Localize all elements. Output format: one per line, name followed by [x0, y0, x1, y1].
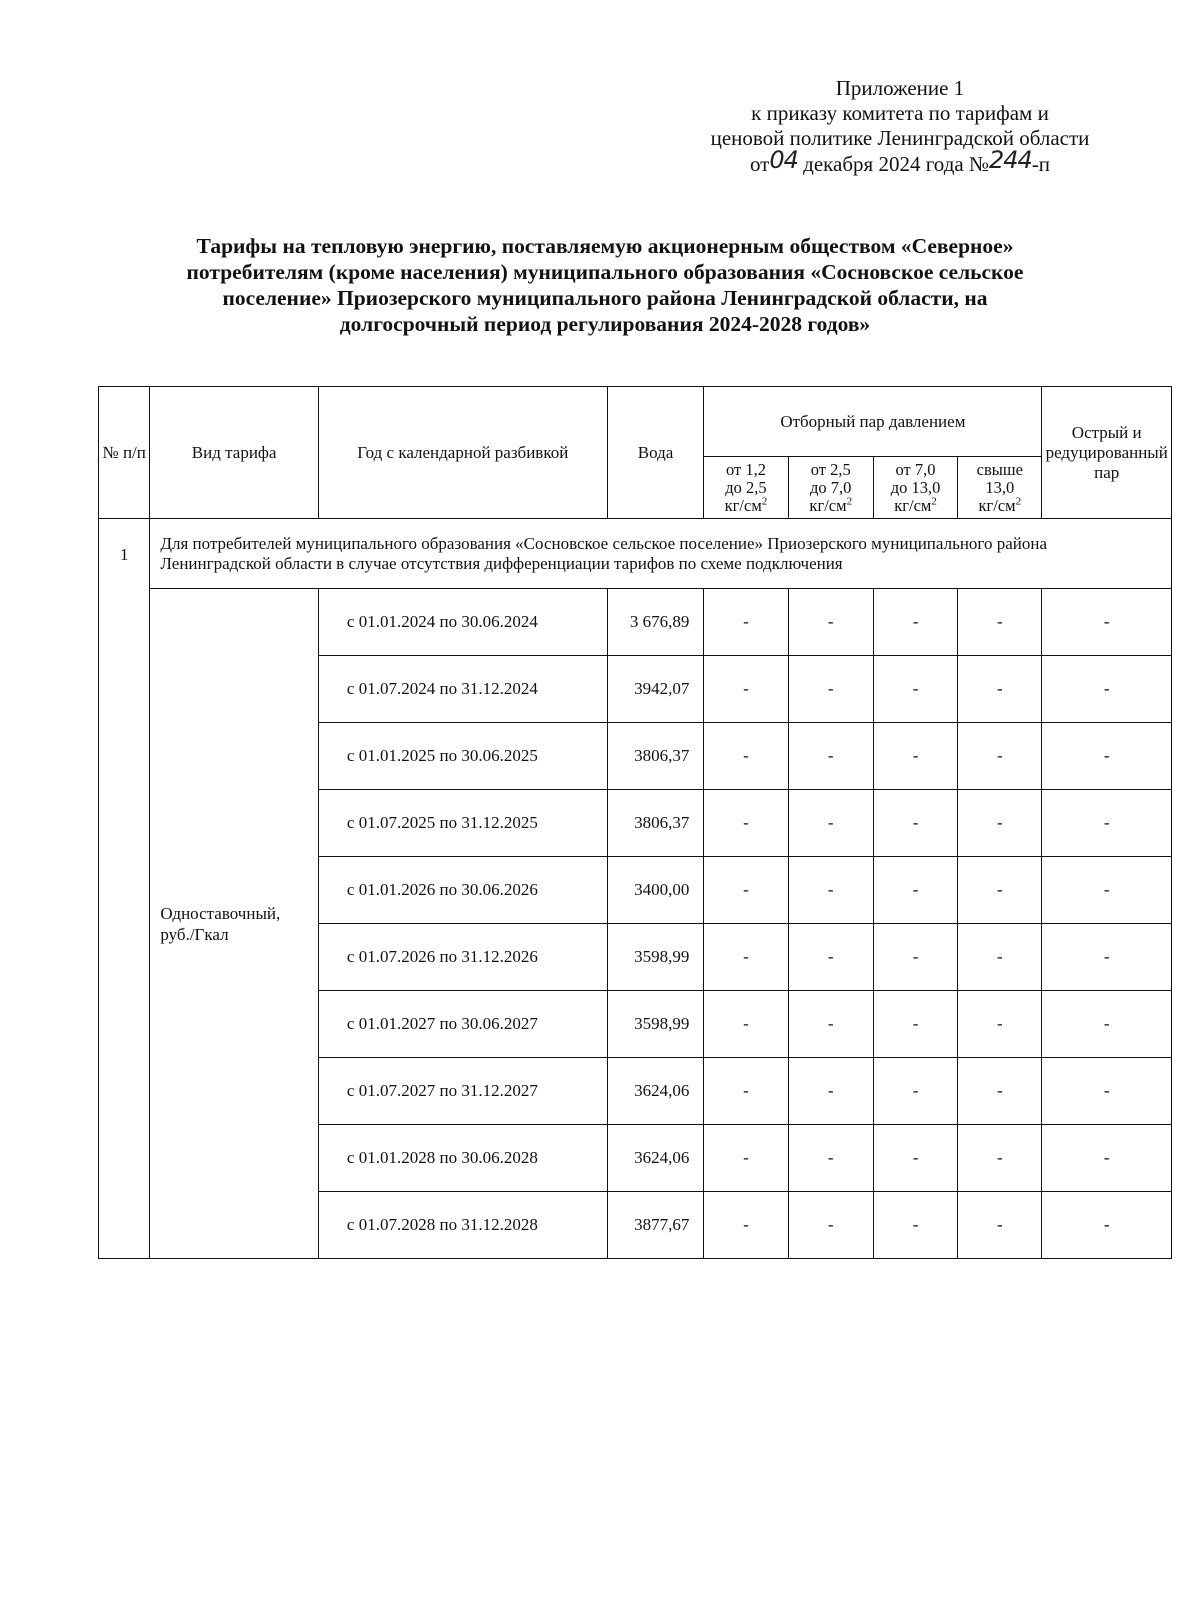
pressure-1-cell: - [704, 1058, 788, 1125]
header-water: Вода [607, 387, 704, 519]
appendix-title: Приложение 1 [835, 76, 965, 100]
water-cell: 3806,37 [607, 790, 704, 857]
header-pressure-2 [788, 457, 873, 519]
pressure-2-cell: - [788, 723, 873, 790]
pressure-4-cell: - [958, 857, 1042, 924]
pressure-2-to: до 7,0 [810, 477, 852, 497]
pressure-1-from: от 1,2 [725, 459, 766, 479]
pressure-4-cell: - [958, 1125, 1042, 1192]
water-cell: 3 676,89 [607, 589, 704, 656]
pressure-1-cell: - [704, 857, 788, 924]
pressure-1-cell: - [704, 790, 788, 857]
sharp-steam-cell: - [1042, 857, 1172, 924]
pressure-4-cell: - [958, 790, 1042, 857]
pressure-3-cell: - [873, 790, 957, 857]
pressure-3-cell: - [873, 656, 957, 723]
pressure-1-cell: - [704, 924, 788, 991]
pressure-1-cell: - [704, 991, 788, 1058]
pressure-2-cell: - [788, 1058, 873, 1125]
sharp-steam-cell: - [1042, 1125, 1172, 1192]
unit-label: кг/см [809, 495, 847, 515]
water-cell: 3624,06 [607, 1058, 704, 1125]
pressure-4-to: 13,0 [985, 477, 1015, 497]
period-cell: с 01.07.2024 по 31.12.2024 [318, 656, 607, 723]
group-row [99, 519, 1172, 589]
pressure-4-cell: - [958, 723, 1042, 790]
sharp-steam-cell: - [1042, 1192, 1172, 1259]
pressure-1-cell: - [704, 723, 788, 790]
sharp-steam-cell: - [1042, 924, 1172, 991]
unit-sup: 2 [931, 495, 937, 507]
table-row [99, 589, 1172, 656]
pressure-4-cell: - [958, 1058, 1042, 1125]
pressure-3-cell: - [873, 857, 957, 924]
date-middle: декабря 2024 года № [803, 152, 989, 176]
pressure-3-from: от 7,0 [895, 459, 936, 479]
pressure-3-cell: - [873, 723, 957, 790]
unit-sup: 2 [1015, 495, 1022, 507]
title-line: потребителям (кроме населения) муниципального образования «Сосновское сельское [186, 260, 1024, 284]
header-pressure-1 [704, 457, 788, 519]
sharp-steam-cell: - [1042, 589, 1172, 656]
pressure-2-cell: - [788, 1125, 873, 1192]
header-pressure-3 [873, 457, 957, 519]
pressure-2-cell: - [788, 1192, 873, 1259]
header-row [99, 387, 1172, 457]
pressure-2-cell: - [788, 589, 873, 656]
tariff-table [98, 386, 1172, 1259]
pressure-1-cell: - [704, 1125, 788, 1192]
pressure-3-cell: - [873, 991, 957, 1058]
sharp-steam-cell: - [1042, 656, 1172, 723]
period-cell: с 01.01.2027 по 30.06.2027 [318, 991, 607, 1058]
period-cell: с 01.01.2025 по 30.06.2025 [318, 723, 607, 790]
pressure-2-cell: - [788, 924, 873, 991]
sharp-steam-cell: - [1042, 790, 1172, 857]
header-pressure-4 [958, 457, 1042, 519]
pressure-4-cell: - [958, 589, 1042, 656]
header-year: Год с календарной разбивкой [318, 387, 607, 519]
header-sharp-steam: Острый и редуцированный пар [1042, 387, 1172, 519]
pressure-2-cell: - [788, 857, 873, 924]
period-cell: с 01.01.2028 по 30.06.2028 [318, 1125, 607, 1192]
unit-sup: 2 [846, 495, 853, 507]
pressure-3-cell: - [873, 1058, 957, 1125]
water-cell: 3598,99 [607, 991, 704, 1058]
water-cell: 3400,00 [607, 857, 704, 924]
period-cell: с 01.07.2025 по 31.12.2025 [318, 790, 607, 857]
sharp-steam-cell: - [1042, 723, 1172, 790]
pressure-3-cell: - [873, 1125, 957, 1192]
date-suffix: -п [1031, 152, 1051, 176]
pressure-2-unit [789, 497, 873, 515]
water-cell: 3942,07 [607, 656, 704, 723]
date-prefix: от [749, 152, 770, 176]
handwritten-number: 244 [989, 146, 1032, 174]
pressure-2-cell: - [788, 790, 873, 857]
pressure-3-cell: - [873, 924, 957, 991]
tariff-type-cell: Одноставочный, руб./Гкал [150, 589, 319, 1259]
title-line: Тарифы на тепловую энергию, поставляемую акционерным обществом «Северное» [196, 234, 1014, 258]
pressure-4-cell: - [958, 924, 1042, 991]
group-number: 1 [99, 519, 150, 1259]
appendix-header [660, 76, 1140, 177]
period-cell: с 01.07.2027 по 31.12.2027 [318, 1058, 607, 1125]
unit-label: кг/см [894, 495, 932, 515]
pressure-3-to: до 13,0 [890, 477, 941, 497]
title-line: долгосрочный период регулирования 2024-2028 годов» [339, 312, 871, 336]
group-description: Для потребителей муниципального образования «Сосновское сельское поселение» Приозерского муниципального района Ленинградской области в случае отсутствия дифференциации тарифов по схеме подключения [150, 519, 1172, 589]
water-cell: 3598,99 [607, 924, 704, 991]
period-cell: с 01.07.2028 по 31.12.2028 [318, 1192, 607, 1259]
period-cell: с 01.07.2026 по 31.12.2026 [318, 924, 607, 991]
pressure-2-cell: - [788, 656, 873, 723]
unit-label: кг/см [978, 495, 1016, 515]
pressure-2-from: от 2,5 [810, 459, 851, 479]
sharp-steam-cell: - [1042, 991, 1172, 1058]
pressure-3-cell: - [873, 1192, 957, 1259]
header-num: № п/п [99, 387, 150, 519]
pressure-4-unit [958, 497, 1041, 515]
header-tariff-type: Вид тарифа [150, 387, 319, 519]
handwritten-day: 04 [769, 146, 798, 174]
pressure-1-to: до 2,5 [725, 477, 767, 497]
pressure-4-from: свыше [976, 459, 1023, 479]
water-cell: 3877,67 [607, 1192, 704, 1259]
appendix-committee-line: ценовой политике Ленинградской области [710, 126, 1090, 150]
pressure-3-cell: - [873, 589, 957, 656]
pressure-4-cell: - [958, 991, 1042, 1058]
water-cell: 3806,37 [607, 723, 704, 790]
title-line: поселение» Приозерского муниципального района Ленинградской области, на [222, 286, 988, 310]
pressure-1-cell: - [704, 656, 788, 723]
period-cell: с 01.01.2026 по 30.06.2026 [318, 857, 607, 924]
appendix-order-line: к приказу комитета по тарифам и [751, 101, 1049, 125]
pressure-1-unit [704, 497, 787, 515]
pressure-3-unit [874, 497, 957, 515]
pressure-4-cell: - [958, 1192, 1042, 1259]
period-cell: с 01.01.2024 по 30.06.2024 [318, 589, 607, 656]
document-title [120, 233, 1090, 337]
pressure-1-cell: - [704, 1192, 788, 1259]
pressure-2-cell: - [788, 991, 873, 1058]
header-steam-group: Отборный пар давлением [704, 387, 1042, 457]
pressure-1-cell: - [704, 589, 788, 656]
pressure-4-cell: - [958, 656, 1042, 723]
unit-sup: 2 [761, 495, 768, 507]
unit-label: кг/см [724, 495, 762, 515]
sharp-steam-cell: - [1042, 1058, 1172, 1125]
water-cell: 3624,06 [607, 1125, 704, 1192]
appendix-date-line [660, 146, 1140, 177]
